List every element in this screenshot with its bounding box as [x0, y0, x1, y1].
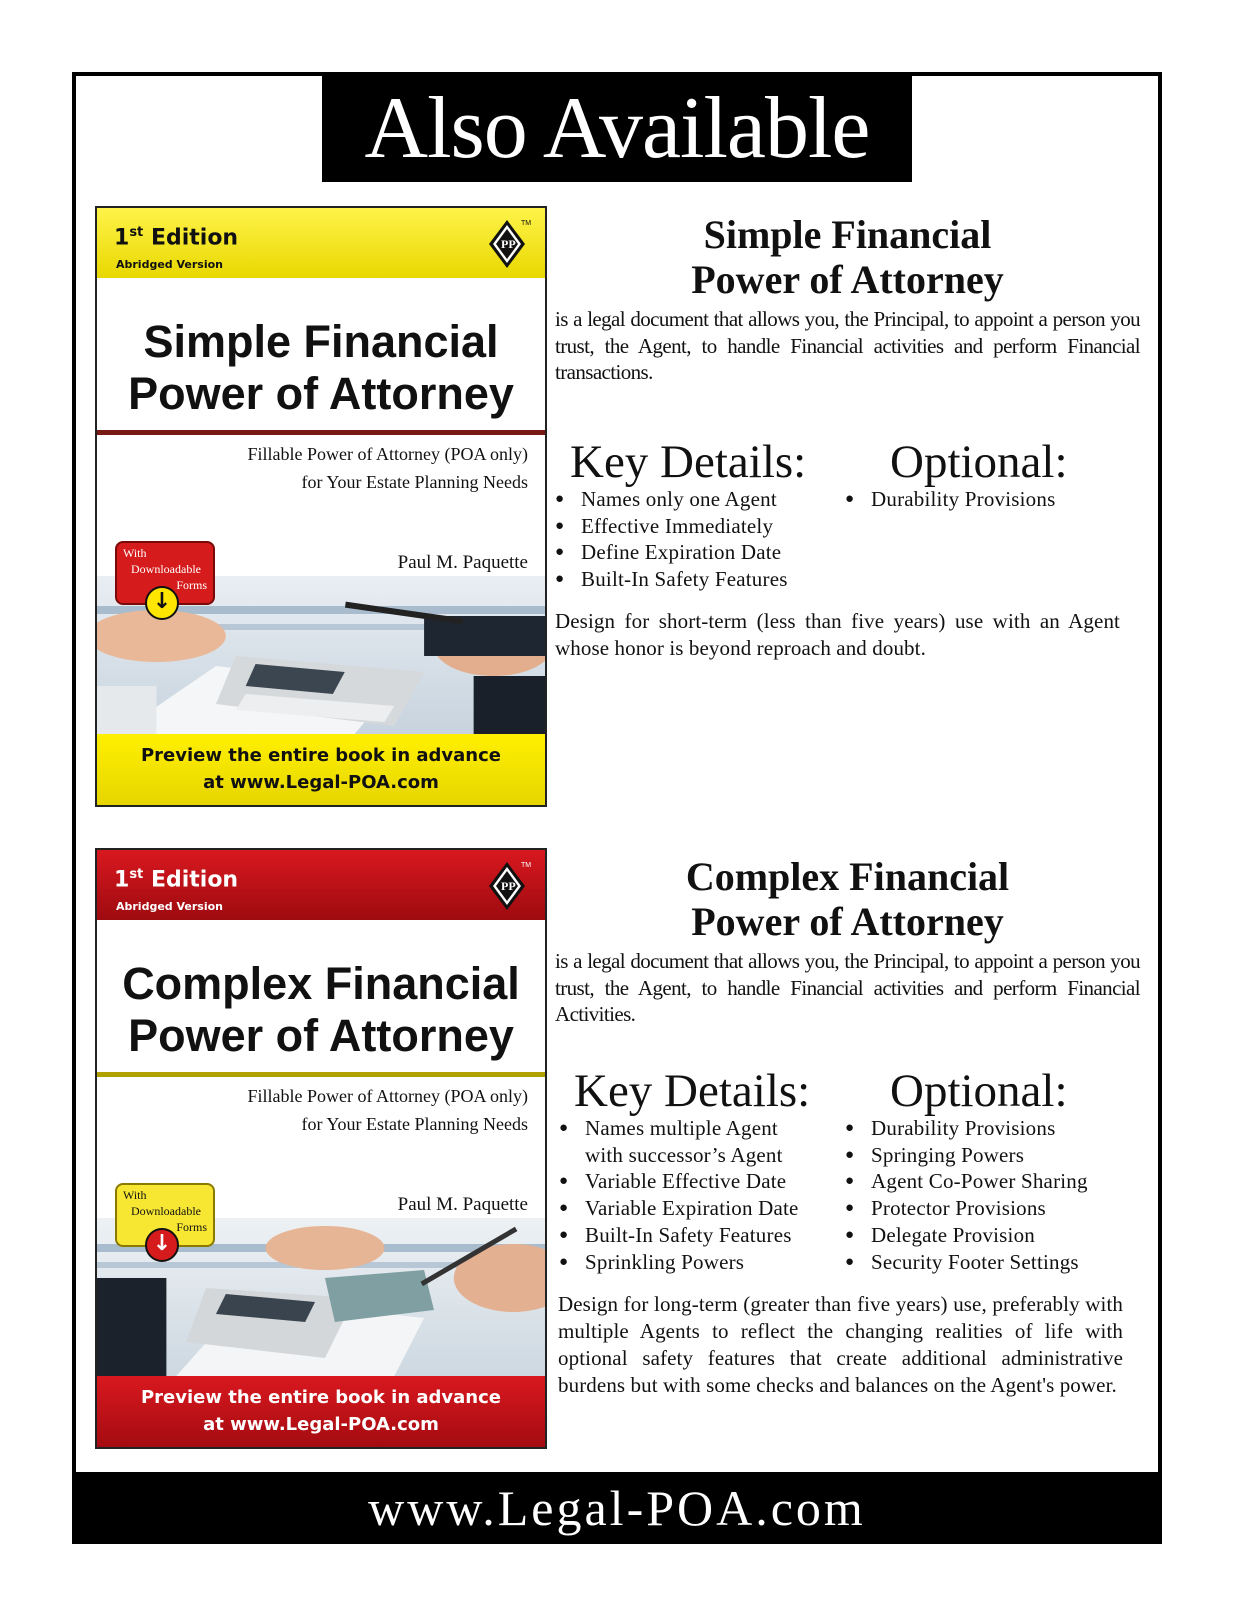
cover-subtitle: Fillable Power of Attorney (POA only) for Your Estate Planning Needs	[247, 1086, 528, 1134]
publisher-logo-icon	[487, 216, 531, 272]
cover-header-band	[97, 208, 545, 278]
page-title: Also Available	[322, 76, 912, 182]
cover-title: Complex Financial Power of Attorney	[122, 958, 520, 1061]
list-item: ● Variable Expiration Date	[557, 1195, 799, 1222]
abridged-label: Abridged Version	[116, 900, 223, 913]
optional-list	[843, 1115, 1088, 1275]
svg-text:TM: TM	[521, 220, 531, 227]
cover-author: Paul M. Paquette	[397, 1194, 528, 1215]
downloadable-forms-badge: With Downloadable Forms	[115, 1183, 215, 1247]
list-item: ● Names multiple Agent	[557, 1115, 799, 1142]
list-item: ● Built-In Safety Features	[557, 1222, 799, 1249]
abridged-label: Abridged Version	[116, 258, 223, 271]
list-item: ● Springing Powers	[843, 1142, 1088, 1169]
publisher-logo-icon	[487, 858, 531, 914]
cover-preview-band: Preview the entire book in advance at www.Legal-POA.com	[97, 734, 545, 807]
download-arrow-icon: ↓	[145, 1228, 179, 1262]
key-details-heading: Key Details:	[574, 1065, 811, 1117]
list-item: ● Delegate Provision	[843, 1222, 1088, 1249]
cover-title: Simple Financial Power of Attorney	[128, 316, 514, 419]
product-description: is a legal document that allows you, the Principal, to appoint a person you trust, the Agent, to handle Financial activities and perform Financial Activities.	[555, 949, 1140, 1026]
optional-heading: Optional:	[890, 436, 1068, 488]
key-details-list	[557, 1115, 799, 1275]
product-description: is a legal document that allows you, the Principal, to appoint a person you trust, the Agent, to handle Financial activities and perform Financial transactions.	[555, 307, 1140, 384]
list-item: ● Define Expiration Date	[553, 539, 788, 566]
cover-divider	[97, 430, 545, 435]
key-details-list	[553, 486, 788, 593]
svg-text:TM: TM	[521, 862, 531, 869]
list-item: ● Durability Provisions	[843, 486, 1055, 513]
product-info-simple	[555, 212, 1140, 386]
usage-note: Design for short-term (less than five years) use with an Agent whose honor is beyond reproach and doubt.	[555, 609, 1120, 660]
download-arrow-icon: ↓	[145, 586, 179, 620]
svg-text:PP: PP	[501, 237, 516, 251]
product-title: Simple Financial Power of Attorney	[691, 212, 1004, 302]
list-item: ● Security Footer Settings	[843, 1249, 1088, 1276]
list-item: ● Variable Effective Date	[557, 1168, 799, 1195]
book-cover-simple	[95, 206, 547, 807]
edition-label: 1st Edition	[114, 225, 239, 251]
product-title: Complex Financial Power of Attorney	[685, 854, 1010, 944]
cover-subtitle: Fillable Power of Attorney (POA only) for Your Estate Planning Needs	[247, 444, 528, 492]
list-item: ● Built-In Safety Features	[553, 566, 788, 593]
book-cover-complex	[95, 848, 547, 1449]
list-item: with successor’s Agent	[585, 1142, 783, 1167]
list-item: ● Effective Immediately	[553, 513, 788, 540]
edition-label: 1st Edition	[114, 867, 239, 893]
list-item: ● Durability Provisions	[843, 1115, 1088, 1142]
cover-header-band	[97, 850, 545, 920]
list-item: ● Names only one Agent	[553, 486, 788, 513]
downloadable-forms-badge: With Downloadable Forms	[115, 541, 215, 605]
optional-heading: Optional:	[890, 1065, 1068, 1117]
cover-author: Paul M. Paquette	[397, 552, 528, 573]
list-item: ● Sprinkling Powers	[557, 1249, 799, 1276]
key-details-heading: Key Details:	[570, 436, 807, 488]
optional-list	[843, 486, 1055, 513]
footer-url: www.Legal-POA.com	[72, 1472, 1162, 1544]
product-info-complex	[555, 854, 1140, 1028]
cover-divider	[97, 1072, 545, 1077]
svg-text:PP: PP	[501, 879, 516, 893]
usage-note: Design for long-term (greater than five years) use, preferably with multiple Agents to reflect the changing realities of life with optional safety features that create additional administrative burdens but with some checks and balances on the Agent's power.	[558, 1292, 1123, 1397]
cover-preview-band: Preview the entire book in advance at www.Legal-POA.com	[97, 1376, 545, 1449]
list-item: ● Protector Provisions	[843, 1195, 1088, 1222]
list-item: ● Agent Co-Power Sharing	[843, 1168, 1088, 1195]
